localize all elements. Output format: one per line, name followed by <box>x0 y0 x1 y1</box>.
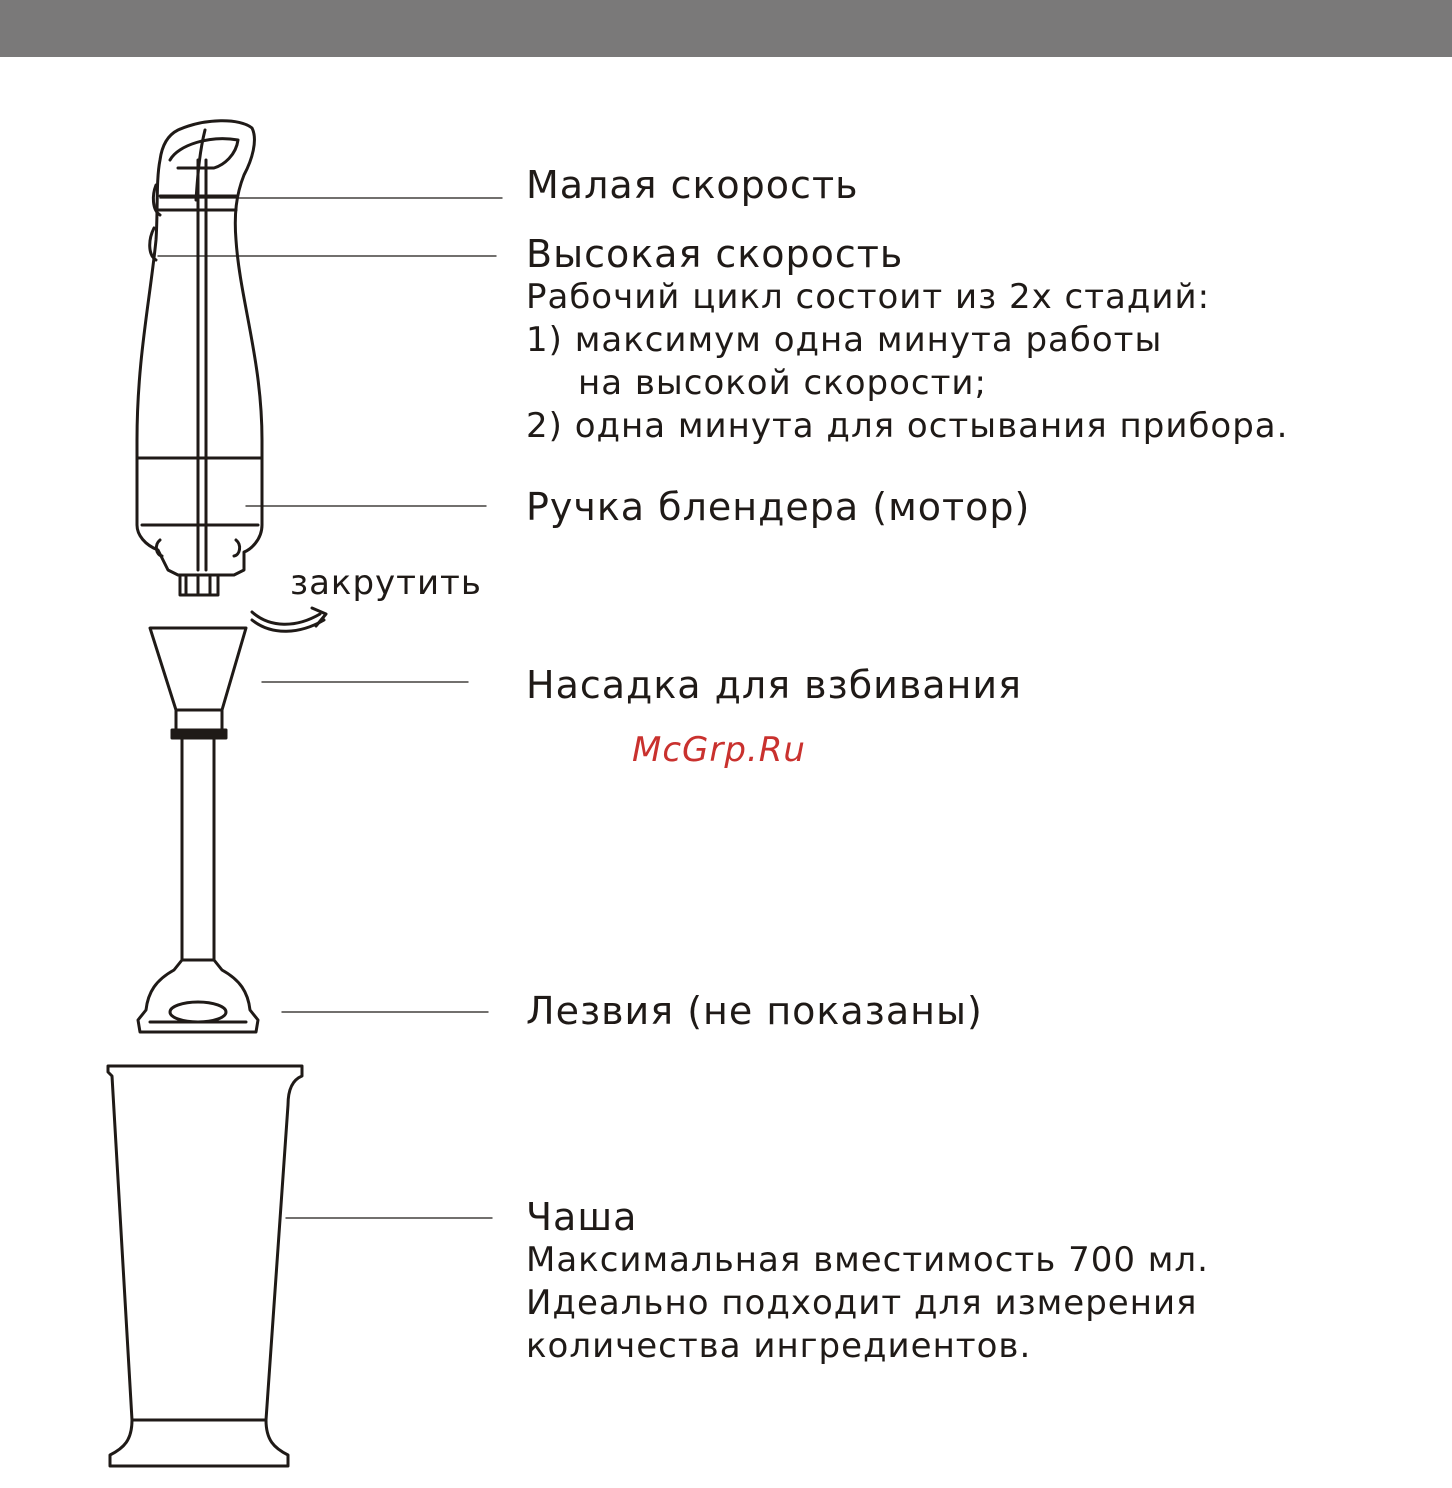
cycle-step-1-cont: на высокой скорости; <box>578 363 987 403</box>
label-whisk: Насадка для взбивания <box>526 663 1022 707</box>
bowl-capacity: Максимальная вместимость 700 мл. <box>526 1240 1209 1280</box>
label-low-speed: Малая скорость <box>526 163 859 207</box>
twist-arrow <box>252 612 324 631</box>
label-blades: Лезвия (не показаны) <box>526 989 983 1033</box>
label-high-speed: Высокая скорость <box>526 232 904 276</box>
bowl <box>108 1066 302 1466</box>
bowl-desc-2: количества ингредиентов. <box>526 1326 1032 1366</box>
cycle-step-2: 2) одна минута для остывания прибора. <box>526 406 1289 446</box>
label-twist: закрутить <box>290 563 482 603</box>
handle-seam <box>198 160 206 570</box>
label-handle: Ручка блендера (мотор) <box>526 485 1031 529</box>
cycle-title: Рабочий цикл состоит из 2х стадий: <box>526 277 1211 317</box>
bowl-desc-1: Идеально подходит для измерения <box>526 1283 1198 1323</box>
cycle-step-1: 1) максимум одна минута работы <box>526 320 1163 360</box>
whisk-attachment <box>150 628 246 710</box>
trigger-contour <box>170 139 238 168</box>
watermark: McGrp.Ru <box>632 730 806 770</box>
label-bowl: Чаша <box>526 1195 638 1239</box>
whisk-shaft <box>182 738 214 960</box>
